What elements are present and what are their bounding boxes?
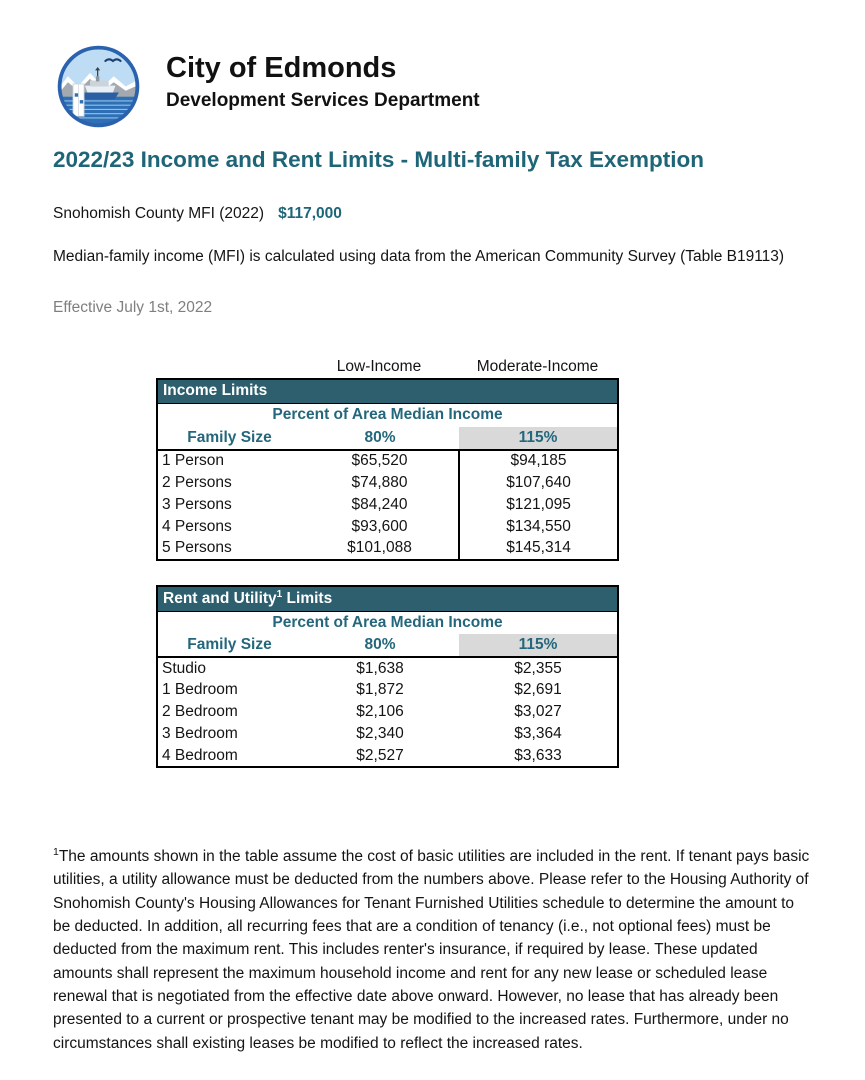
family-size-cell: 1 Bedroom [162, 681, 238, 699]
percent-ami-subheader: Percent of Area Median Income [272, 406, 503, 424]
mfi-value: $117,000 [278, 205, 342, 222]
table-row [157, 745, 618, 767]
value-80-cell: $65,520 [351, 452, 408, 469]
document-header [56, 44, 480, 129]
family-size-header: Family Size [157, 427, 301, 450]
value-80-cell: $1,638 [356, 659, 404, 677]
mfi-label: Snohomish County MFI (2022) [53, 205, 265, 222]
tables-section [156, 358, 617, 768]
dept-name: Development Services Department [166, 90, 480, 112]
footnote-marker: 1 [276, 588, 283, 600]
value-115-cell: $3,027 [514, 703, 562, 721]
family-size-cell: 1 Person [162, 452, 225, 469]
table-row [157, 450, 618, 472]
income-table-subheader-row [157, 404, 618, 427]
income-limits-table [156, 378, 619, 561]
value-80-cell: $84,240 [351, 495, 408, 513]
table-row [157, 657, 618, 679]
family-size-header: Family Size [157, 634, 301, 657]
income-category-labels [156, 358, 617, 376]
rent-table-title-bar [157, 586, 618, 612]
income-table-body [157, 450, 618, 560]
value-80-cell: $2,340 [356, 725, 404, 743]
col-80-header: 80% [301, 427, 459, 450]
family-size-cell: Studio [162, 659, 206, 677]
moderate-income-label: Moderate-Income [476, 358, 599, 375]
effective-date: Effective July 1st, 2022 [53, 299, 213, 316]
family-size-cell: 4 Persons [162, 517, 232, 535]
value-80-cell: $101,088 [347, 539, 412, 556]
rent-table-column-header-row [157, 634, 618, 657]
value-80-cell: $74,880 [351, 473, 408, 491]
percent-ami-subheader: Percent of Area Median Income [272, 613, 503, 631]
value-115-cell: $145,314 [459, 538, 618, 560]
mfi-row [53, 205, 342, 223]
value-115-cell: $121,095 [459, 494, 618, 516]
value-115-cell: $107,640 [459, 472, 618, 494]
family-size-cell: 2 Bedroom [162, 703, 238, 721]
value-80-cell: $2,106 [356, 703, 404, 721]
family-size-cell: 5 Persons [162, 539, 232, 556]
col-80-header: 80% [301, 634, 459, 657]
income-table-column-header-row [157, 427, 618, 450]
footnote-marker: 1 [53, 846, 59, 858]
org-block [166, 44, 480, 112]
value-115-cell: $134,550 [459, 516, 618, 538]
org-name: City of Edmonds [166, 52, 397, 84]
family-size-cell: 3 Persons [162, 495, 232, 513]
family-size-cell: 2 Persons [162, 473, 232, 491]
income-table-title: Income Limits [157, 379, 618, 404]
family-size-cell: 4 Bedroom [162, 746, 238, 764]
table-row [157, 516, 618, 538]
mfi-note: Median-family income (MFI) is calculated using data from the American Community Survey (Table B19113) [53, 248, 785, 265]
footnote-text: $^1$The amounts shown in the table assume the cost of basic utilities are included in the rent. If tenant pays basic utilities, a utility allowance must be deducted from the numbers above. Please refer to the Housing Authority of Snohomish County's Housing Allowances for Tenant Furnished Utilities schedule to determine the amount to be deducted. In addition, all recurring fees that are a condition of tenancy (i.e., not optional fees) must be deducted from the maximum rent. This includes renter's insurance, if required by lease. These updated amounts shall represent the maximum household income and rent for any new lease or scheduled lease renewal that is negotiated from the effective date above onward. However, no lease that has already been presented to a current or prospective tenant may be modified to the increased rates. Furthermore, under no circumstances shall existing leases be modified to reflect the increased rates. [53, 846, 810, 1052]
value-115-cell: $2,355 [514, 659, 562, 677]
table-row [157, 723, 618, 745]
rent-utility-limits-table [156, 585, 619, 769]
page-title: 2022/23 Income and Rent Limits - Multi-family Tax Exemption [53, 147, 704, 172]
table-row [157, 701, 618, 723]
income-table-title-bar [157, 379, 618, 404]
value-80-cell: $93,600 [351, 517, 408, 535]
table-row [157, 679, 618, 701]
value-80-cell: $2,527 [356, 746, 404, 764]
value-115-cell: $2,691 [514, 681, 562, 699]
col-115-header: 115% [459, 427, 618, 450]
family-size-cell: 3 Bedroom [162, 725, 238, 743]
table-row [157, 538, 618, 560]
table-row [157, 494, 618, 516]
value-115-cell: $3,364 [514, 725, 562, 743]
rent-table-subheader-row [157, 611, 618, 634]
city-of-edmonds-logo-icon [56, 44, 141, 129]
table-row [157, 472, 618, 494]
value-115-cell: $3,633 [514, 746, 562, 764]
rent-table-body [157, 657, 618, 767]
value-115-cell: $94,185 [459, 450, 618, 472]
rent-table-title: Rent and Utility$^1$ Limits [157, 586, 618, 612]
low-income-label: Low-Income [336, 358, 422, 375]
col-115-header: 115% [459, 634, 618, 657]
value-80-cell: $1,872 [356, 681, 404, 699]
